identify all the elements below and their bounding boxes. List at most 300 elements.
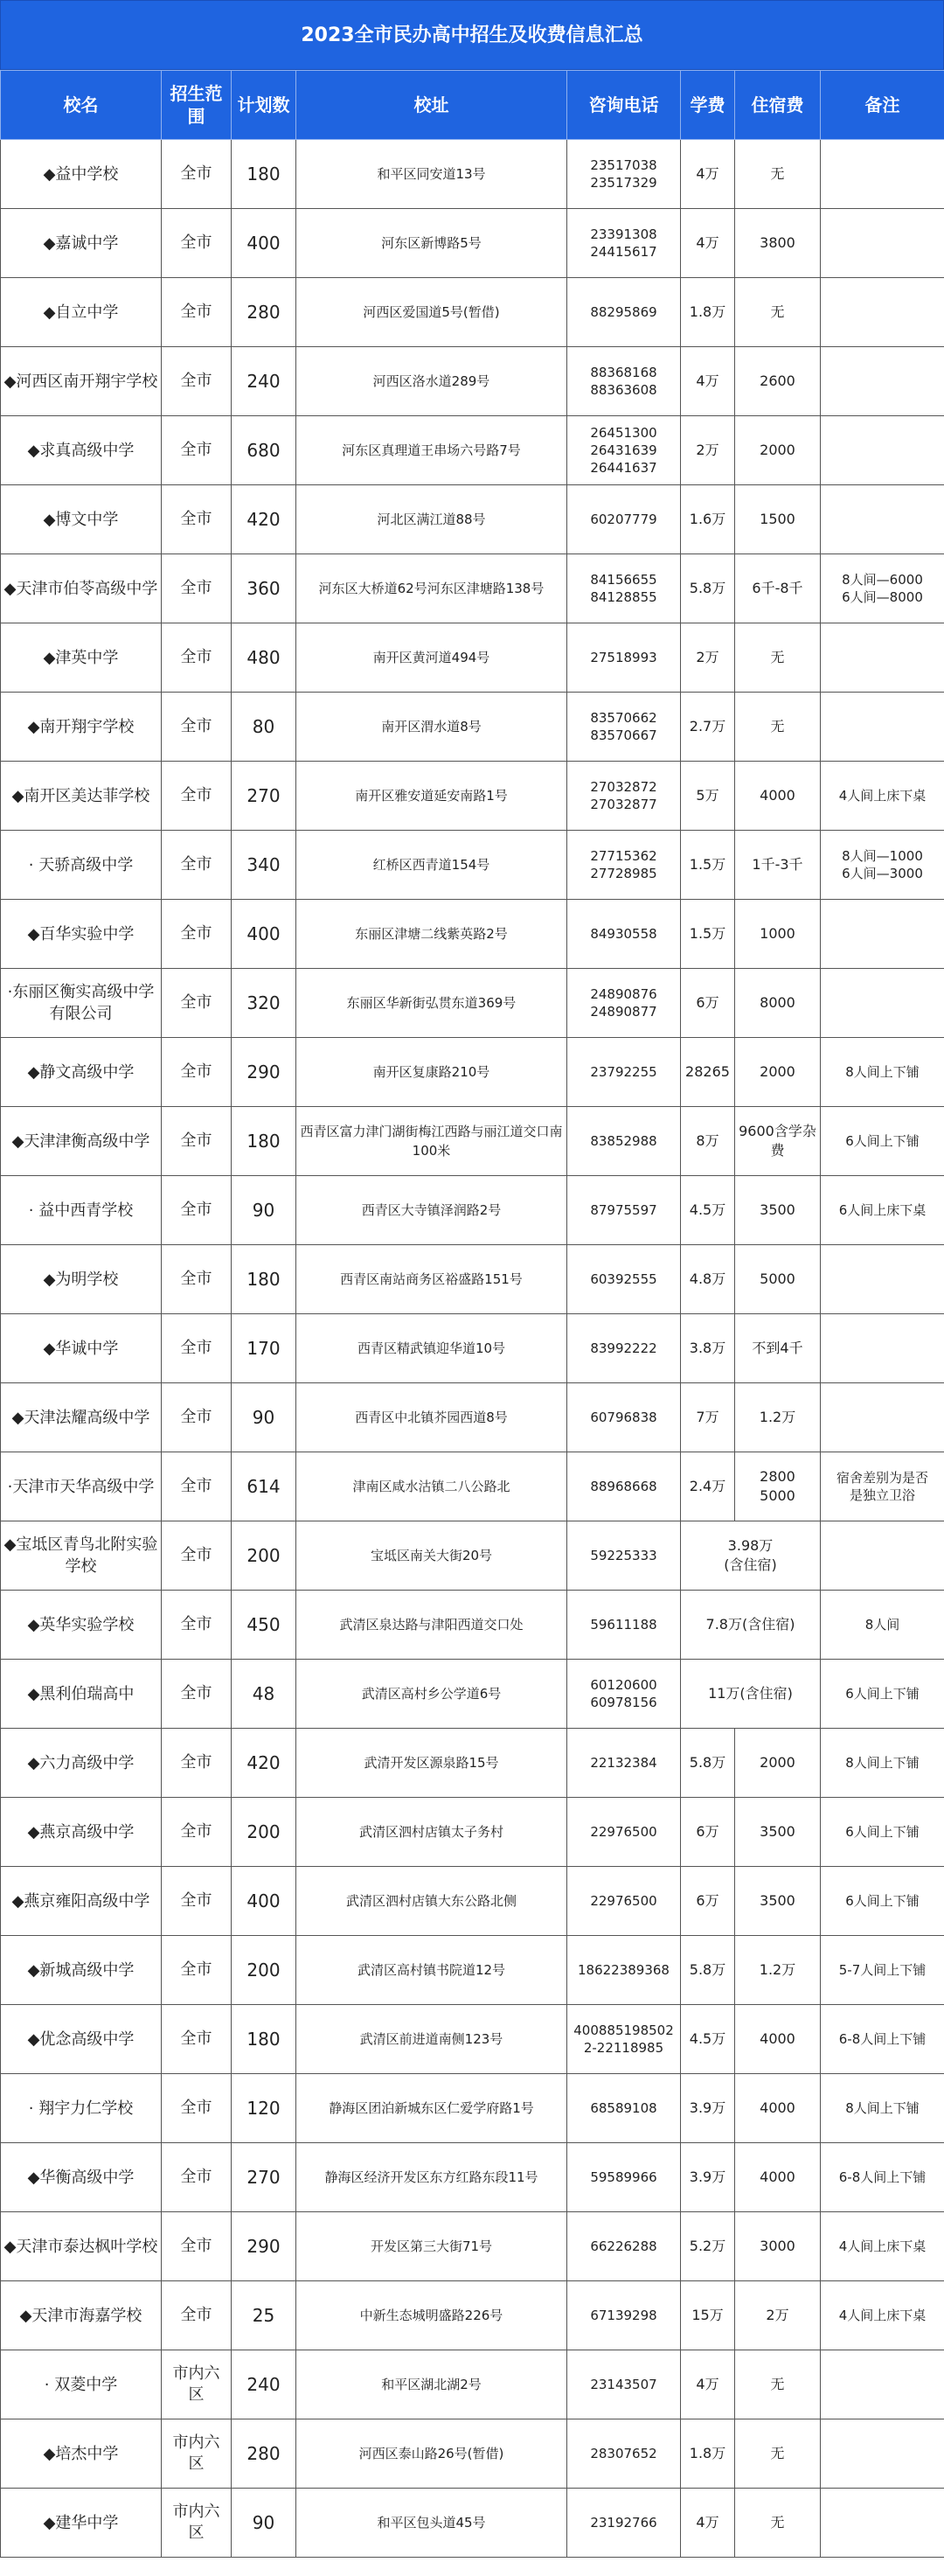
school-name: ◆天津法耀高级中学 (1, 1383, 162, 1452)
table-row (1, 1867, 944, 1936)
address: 河西区爱国道5号(暂借) (296, 278, 567, 347)
quota: 420 (232, 1729, 296, 1798)
table-row (1, 623, 944, 693)
address: 武清开发区源泉路15号 (296, 1729, 567, 1798)
dorm-fee: 3000 (735, 2212, 821, 2281)
enroll-range: 全市 (162, 140, 232, 209)
tuition: 4.5万 (681, 1176, 735, 1245)
phone: 88368168 88363608 (567, 347, 681, 416)
dorm-fee: 8000 (735, 969, 821, 1038)
enroll-range: 全市 (162, 693, 232, 762)
table-row (1, 762, 944, 831)
table-row (1, 1729, 944, 1798)
tuition: 7万 (681, 1383, 735, 1452)
school-name: ·东丽区衡实高级中学有限公司 (1, 969, 162, 1038)
dorm-fee: 4000 (735, 2005, 821, 2074)
quota: 340 (232, 831, 296, 900)
note (821, 1314, 944, 1383)
enroll-range: 全市 (162, 969, 232, 1038)
enroll-range: 全市 (162, 900, 232, 969)
enroll-range: 全市 (162, 2143, 232, 2212)
address: 宝坻区南关大街20号 (296, 1521, 567, 1591)
dorm-fee: 不到4千 (735, 1314, 821, 1383)
quota: 240 (232, 347, 296, 416)
school-name: ◆华衡高级中学 (1, 2143, 162, 2212)
note (821, 416, 944, 485)
header-dorm: 住宿费 (735, 71, 821, 140)
enroll-range: 全市 (162, 2005, 232, 2074)
school-name: ◆求真高级中学 (1, 416, 162, 485)
tuition: 8万 (681, 1107, 735, 1176)
tuition: 2.4万 (681, 1452, 735, 1521)
enroll-range: 市内六区 (162, 2489, 232, 2558)
tuition: 4.5万 (681, 2005, 735, 2074)
quota: 90 (232, 1176, 296, 1245)
note: 8人间—6000 6人间—8000 (821, 554, 944, 623)
phone: 23517038 23517329 (567, 140, 681, 209)
phone: 88968668 (567, 1452, 681, 1521)
phone: 400885198502 2-22118985 (567, 2005, 681, 2074)
school-name: ◆天津津衡高级中学 (1, 1107, 162, 1176)
address: 西青区富力津门湖街梅江西路与丽江道交口南100米 (296, 1107, 567, 1176)
tuition: 4.8万 (681, 1245, 735, 1314)
phone: 59225333 (567, 1521, 681, 1591)
table-row (1, 693, 944, 762)
table-row (1, 347, 944, 416)
note: 6人间上下铺 (821, 1798, 944, 1867)
quota: 400 (232, 900, 296, 969)
tuition: 2万 (681, 623, 735, 693)
table-row (1, 2419, 944, 2489)
note: 5-7人间上下铺 (821, 1936, 944, 2005)
school-name: ◆益中学校 (1, 140, 162, 209)
quota: 280 (232, 278, 296, 347)
school-name: ◆燕京高级中学 (1, 1798, 162, 1867)
school-name: · 双菱中学 (1, 2350, 162, 2419)
quota: 170 (232, 1314, 296, 1383)
phone: 27032872 27032877 (567, 762, 681, 831)
quota: 200 (232, 1936, 296, 2005)
tuition: 1.6万 (681, 485, 735, 554)
address: 武清区泉达路与津阳西道交口处 (296, 1591, 567, 1660)
enroll-range: 全市 (162, 416, 232, 485)
address: 西青区南站商务区裕盛路151号 (296, 1245, 567, 1314)
school-name: ◆嘉诚中学 (1, 209, 162, 278)
dorm-fee: 1500 (735, 485, 821, 554)
table-row (1, 969, 944, 1038)
address: 南开区复康路210号 (296, 1038, 567, 1107)
tuition: 4万 (681, 2489, 735, 2558)
dorm-fee: 2000 (735, 416, 821, 485)
dorm-fee: 1000 (735, 900, 821, 969)
note (821, 347, 944, 416)
note (821, 2489, 944, 2558)
enroll-range: 全市 (162, 1245, 232, 1314)
address: 中新生态城明盛路226号 (296, 2281, 567, 2350)
quota: 614 (232, 1452, 296, 1521)
table-row (1, 1798, 944, 1867)
dorm-fee: 4000 (735, 2143, 821, 2212)
address: 河东区新博路5号 (296, 209, 567, 278)
school-name: ◆南开区美达菲学校 (1, 762, 162, 831)
header-quota: 计划数 (232, 71, 296, 140)
school-name: ◆天津市伯苓高级中学 (1, 554, 162, 623)
address: 武清区高村镇书院道12号 (296, 1936, 567, 2005)
table-row (1, 278, 944, 347)
school-name: ◆自立中学 (1, 278, 162, 347)
address: 河东区大桥道62号河东区津塘路138号 (296, 554, 567, 623)
phone: 28307652 (567, 2419, 681, 2489)
address: 红桥区西青道154号 (296, 831, 567, 900)
address: 静海区团泊新城东区仁爱学府路1号 (296, 2074, 567, 2143)
table-row (1, 1038, 944, 1107)
enroll-range: 全市 (162, 1798, 232, 1867)
tuition: 4万 (681, 347, 735, 416)
note: 6人间上下铺 (821, 1107, 944, 1176)
address: 津南区咸水沽镇二八公路北 (296, 1452, 567, 1521)
quota: 180 (232, 1245, 296, 1314)
dorm-fee: 9600含学杂 费 (735, 1107, 821, 1176)
table-row (1, 1107, 944, 1176)
table-row (1, 831, 944, 900)
dorm-fee: 1千-3千 (735, 831, 821, 900)
schools-table (0, 70, 944, 2558)
tuition: 1.8万 (681, 278, 735, 347)
phone: 22976500 (567, 1798, 681, 1867)
note (821, 623, 944, 693)
phone: 18622389368 (567, 1936, 681, 2005)
header-tuition: 学费 (681, 71, 735, 140)
quota: 80 (232, 693, 296, 762)
phone: 22976500 (567, 1867, 681, 1936)
tuition: 15万 (681, 2281, 735, 2350)
address: 静海区经济开发区东方红路东段11号 (296, 2143, 567, 2212)
tuition: 3.9万 (681, 2074, 735, 2143)
tuition: 5万 (681, 762, 735, 831)
school-name: · 益中西青学校 (1, 1176, 162, 1245)
header-address: 校址 (296, 71, 567, 140)
tuition: 28265 (681, 1038, 735, 1107)
note: 8人间上下铺 (821, 1038, 944, 1107)
school-name: ◆天津市泰达枫叶学校 (1, 2212, 162, 2281)
quota: 400 (232, 209, 296, 278)
phone: 83852988 (567, 1107, 681, 1176)
dorm-fee: 无 (735, 2419, 821, 2489)
phone: 27715362 27728985 (567, 831, 681, 900)
table-row (1, 2281, 944, 2350)
phone: 83992222 (567, 1314, 681, 1383)
enroll-range: 全市 (162, 1936, 232, 2005)
address: 南开区雅安道延安南路1号 (296, 762, 567, 831)
dorm-fee: 2000 (735, 1038, 821, 1107)
tuition: 1.5万 (681, 831, 735, 900)
school-name: ◆黑利伯瑞高中 (1, 1660, 162, 1729)
quota: 25 (232, 2281, 296, 2350)
enroll-range: 市内六区 (162, 2419, 232, 2489)
school-name: ◆优念高级中学 (1, 2005, 162, 2074)
enroll-range: 全市 (162, 2074, 232, 2143)
quota: 48 (232, 1660, 296, 1729)
school-name: ◆天津市海嘉学校 (1, 2281, 162, 2350)
note (821, 969, 944, 1038)
tuition: 1.8万 (681, 2419, 735, 2489)
address: 西青区精武镇迎华道10号 (296, 1314, 567, 1383)
phone: 60120600 60978156 (567, 1660, 681, 1729)
address: 西青区中北镇芥园西道8号 (296, 1383, 567, 1452)
quota: 290 (232, 1038, 296, 1107)
dorm-fee: 2600 (735, 347, 821, 416)
note: 6-8人间上下铺 (821, 2005, 944, 2074)
enroll-range: 全市 (162, 831, 232, 900)
phone: 84930558 (567, 900, 681, 969)
note: 6人间上下铺 (821, 1660, 944, 1729)
note: 8人间上下铺 (821, 2074, 944, 2143)
note (821, 2419, 944, 2489)
tuition: 2.7万 (681, 693, 735, 762)
enroll-range: 全市 (162, 1383, 232, 1452)
table-row (1, 1521, 944, 1591)
dorm-fee: 4000 (735, 762, 821, 831)
quota: 360 (232, 554, 296, 623)
address: 西青区大寺镇泽润路2号 (296, 1176, 567, 1245)
quota: 240 (232, 2350, 296, 2419)
enroll-range: 全市 (162, 278, 232, 347)
phone: 60796838 (567, 1383, 681, 1452)
note: 6人间上床下桌 (821, 1176, 944, 1245)
dorm-fee: 3500 (735, 1176, 821, 1245)
phone: 27518993 (567, 623, 681, 693)
address: 武清区泗村店镇太子务村 (296, 1798, 567, 1867)
phone: 84156655 84128855 (567, 554, 681, 623)
tuition: 4万 (681, 209, 735, 278)
fee-incl-dorm: 11万(含住宿) (681, 1660, 821, 1729)
phone: 60207779 (567, 485, 681, 554)
table-row (1, 1314, 944, 1383)
address: 武清区泗村店镇大东公路北侧 (296, 1867, 567, 1936)
school-name: ◆南开翔宇学校 (1, 693, 162, 762)
school-name: ◆宝坻区青鸟北附实验学校 (1, 1521, 162, 1591)
dorm-fee: 2000 (735, 1729, 821, 1798)
dorm-fee: 3500 (735, 1867, 821, 1936)
note: 6-8人间上下铺 (821, 2143, 944, 2212)
school-name: ◆百华实验中学 (1, 900, 162, 969)
quota: 180 (232, 1107, 296, 1176)
header-phone: 咨询电话 (567, 71, 681, 140)
phone: 60392555 (567, 1245, 681, 1314)
phone: 22132384 (567, 1729, 681, 1798)
school-name: ·天津市天华高级中学 (1, 1452, 162, 1521)
dorm-fee: 无 (735, 278, 821, 347)
phone: 67139298 (567, 2281, 681, 2350)
enroll-range: 全市 (162, 485, 232, 554)
quota: 280 (232, 2419, 296, 2489)
school-name: ◆培杰中学 (1, 2419, 162, 2489)
quota: 420 (232, 485, 296, 554)
table-row (1, 2489, 944, 2558)
dorm-fee: 6千-8千 (735, 554, 821, 623)
enroll-range: 全市 (162, 623, 232, 693)
address: 河西区泰山路26号(暂借) (296, 2419, 567, 2489)
enroll-range: 全市 (162, 2281, 232, 2350)
school-name: ◆英华实验学校 (1, 1591, 162, 1660)
note (821, 1383, 944, 1452)
school-name: ◆津英中学 (1, 623, 162, 693)
quota: 270 (232, 2143, 296, 2212)
address: 开发区第三大街71号 (296, 2212, 567, 2281)
table-row (1, 1383, 944, 1452)
phone: 68589108 (567, 2074, 681, 2143)
note: 6人间上下铺 (821, 1867, 944, 1936)
header-row (1, 71, 944, 140)
quota: 480 (232, 623, 296, 693)
tuition: 3.9万 (681, 2143, 735, 2212)
table-row (1, 2350, 944, 2419)
dorm-fee: 3800 (735, 209, 821, 278)
phone: 23391308 24415617 (567, 209, 681, 278)
address: 南开区渭水道8号 (296, 693, 567, 762)
table-row (1, 900, 944, 969)
school-name: · 翔宇力仁学校 (1, 2074, 162, 2143)
table-row (1, 209, 944, 278)
note: 宿舍差别为是否 是独立卫浴 (821, 1452, 944, 1521)
enroll-range: 全市 (162, 1660, 232, 1729)
address: 东丽区津塘二线紫英路2号 (296, 900, 567, 969)
fee-incl-dorm: 7.8万(含住宿) (681, 1591, 821, 1660)
header-note: 备注 (821, 71, 944, 140)
tuition: 1.5万 (681, 900, 735, 969)
enroll-range: 全市 (162, 554, 232, 623)
school-name: ◆为明学校 (1, 1245, 162, 1314)
school-name: ◆燕京雍阳高级中学 (1, 1867, 162, 1936)
note (821, 1245, 944, 1314)
table-body (1, 140, 944, 2558)
enroll-range: 全市 (162, 2212, 232, 2281)
quota: 200 (232, 1521, 296, 1591)
enroll-range: 全市 (162, 762, 232, 831)
note: 4人间上床下桌 (821, 762, 944, 831)
table-row (1, 2212, 944, 2281)
quota: 450 (232, 1591, 296, 1660)
quota: 680 (232, 416, 296, 485)
address: 武清区前进道南侧123号 (296, 2005, 567, 2074)
phone: 59611188 (567, 1591, 681, 1660)
table-row (1, 1936, 944, 2005)
school-name: ◆六力高级中学 (1, 1729, 162, 1798)
address: 武清区高村乡公学道6号 (296, 1660, 567, 1729)
address: 和平区包头道45号 (296, 2489, 567, 2558)
tuition: 3.8万 (681, 1314, 735, 1383)
tuition: 5.8万 (681, 1936, 735, 2005)
school-name: ◆建华中学 (1, 2489, 162, 2558)
enroll-range: 全市 (162, 1107, 232, 1176)
note (821, 693, 944, 762)
table-row (1, 140, 944, 209)
school-name: ◆新城高级中学 (1, 1936, 162, 2005)
note (821, 2350, 944, 2419)
tuition: 6万 (681, 969, 735, 1038)
dorm-fee: 无 (735, 2350, 821, 2419)
enroll-range: 全市 (162, 1591, 232, 1660)
phone: 23792255 (567, 1038, 681, 1107)
tuition: 4万 (681, 140, 735, 209)
phone: 87975597 (567, 1176, 681, 1245)
table-row (1, 485, 944, 554)
phone: 23192766 (567, 2489, 681, 2558)
dorm-fee: 3500 (735, 1798, 821, 1867)
table-row (1, 1660, 944, 1729)
note: 4人间上床下桌 (821, 2281, 944, 2350)
enroll-range: 全市 (162, 1038, 232, 1107)
note (821, 209, 944, 278)
dorm-fee: 5000 (735, 1245, 821, 1314)
school-name: ◆博文中学 (1, 485, 162, 554)
tuition: 6万 (681, 1867, 735, 1936)
fee-incl-dorm: 3.98万 (含住宿) (681, 1521, 821, 1591)
enroll-range: 全市 (162, 1176, 232, 1245)
note (821, 485, 944, 554)
tuition: 4万 (681, 2350, 735, 2419)
dorm-fee: 2800 5000 (735, 1452, 821, 1521)
note: 8人间—1000 6人间—3000 (821, 831, 944, 900)
table-row (1, 554, 944, 623)
table-row (1, 2005, 944, 2074)
phone: 24890876 24890877 (567, 969, 681, 1038)
table-row (1, 2143, 944, 2212)
tuition: 5.8万 (681, 1729, 735, 1798)
phone: 59589966 (567, 2143, 681, 2212)
table-row (1, 1245, 944, 1314)
dorm-fee: 无 (735, 2489, 821, 2558)
note: 8人间 (821, 1591, 944, 1660)
note (821, 1521, 944, 1591)
note: 8人间上下铺 (821, 1729, 944, 1798)
enroll-range: 全市 (162, 1452, 232, 1521)
school-name: ◆河西区南开翔宇学校 (1, 347, 162, 416)
phone: 88295869 (567, 278, 681, 347)
note (821, 140, 944, 209)
header-range: 招生范围 (162, 71, 232, 140)
sheet-title: 2023全市民办高中招生及收费信息汇总 (0, 0, 944, 70)
quota: 290 (232, 2212, 296, 2281)
quota: 180 (232, 140, 296, 209)
dorm-fee: 无 (735, 140, 821, 209)
tuition: 5.2万 (681, 2212, 735, 2281)
table-row (1, 2074, 944, 2143)
quota: 200 (232, 1798, 296, 1867)
header-name: 校名 (1, 71, 162, 140)
address: 河东区真理道王串场六号路7号 (296, 416, 567, 485)
quota: 270 (232, 762, 296, 831)
table-row (1, 1591, 944, 1660)
quota: 180 (232, 2005, 296, 2074)
quota: 90 (232, 2489, 296, 2558)
tuition: 6万 (681, 1798, 735, 1867)
phone: 26451300 26431639 26441637 (567, 416, 681, 485)
table-row (1, 1176, 944, 1245)
quota: 90 (232, 1383, 296, 1452)
address: 和平区湖北湖2号 (296, 2350, 567, 2419)
enroll-range: 全市 (162, 1314, 232, 1383)
address: 河北区满江道88号 (296, 485, 567, 554)
quota: 120 (232, 2074, 296, 2143)
note (821, 278, 944, 347)
quota: 320 (232, 969, 296, 1038)
address: 东丽区华新街弘贯东道369号 (296, 969, 567, 1038)
phone: 23143507 (567, 2350, 681, 2419)
enroll-range: 市内六区 (162, 2350, 232, 2419)
dorm-fee: 1.2万 (735, 1383, 821, 1452)
dorm-fee: 1.2万 (735, 1936, 821, 2005)
